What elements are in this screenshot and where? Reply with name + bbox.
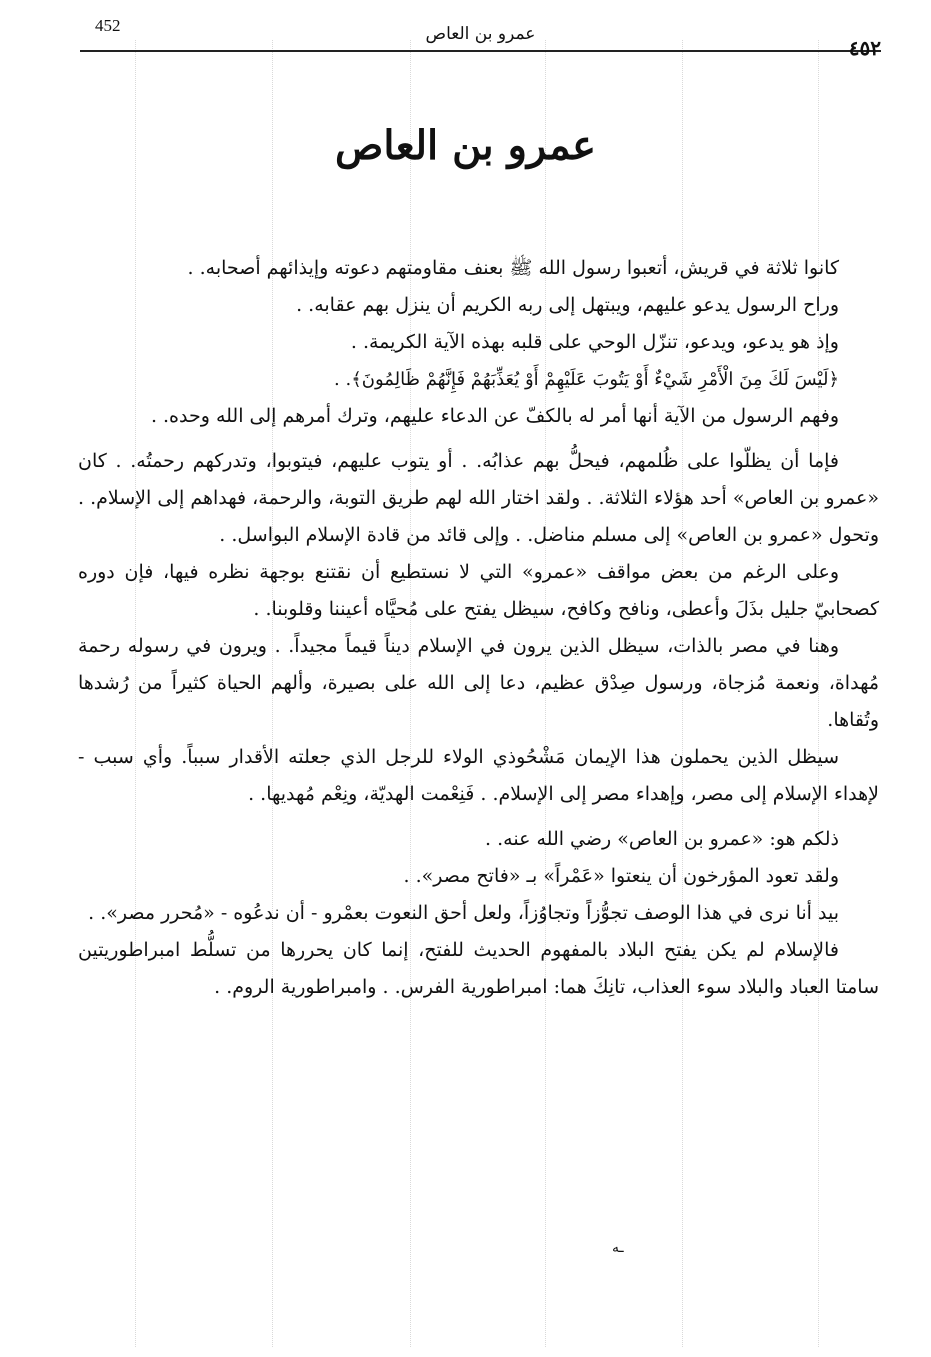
chapter-title: عمرو بن العاص (335, 122, 596, 169)
paragraph: وإذ هو يدعو، ويدعو، تنزّل الوحي على قلبه بهذه الآية الكريمة. . (350, 331, 839, 353)
paragraph: فإما أن يظلّوا على ظُلمهم، فيحلُّ بهم عذابُه. . أو يتوب عليهم، فيتوبوا، وتدركهم رحمتُه. . كان «عمرو بن العاص» أحد هؤلاء الثلاثة. . ولقد اختار الله لهم طريق التوبة، والرحمة، فهداهم إلى الإسلام. . وتحول «عمرو بن العاص» إلى مسلم مناضل. . وإلى قائد من قادة الإسلام البواسل. . (78, 450, 879, 546)
quran-verse: ﴿لَيْسَ لَكَ مِنَ الْأَمْرِ شَيْءٌ أَوْ يَتُوبَ عَلَيْهِمْ أَوْ يُعَذِّبَهُمْ فَإِنَّهُمْ ظَالِمُونَ﴾. . (334, 369, 839, 390)
page-number-arabic: ٤٥٢ (848, 36, 881, 60)
paragraph: ذلكم هو: «عمرو بن العاص» رضي الله عنه. . (485, 828, 839, 850)
paragraph: فالإسلام لم يكن يفتح البلاد بالمفهوم الحديث للفتح، إنما كان يحررها من تسلُّط امبراطوريتين سامتا العباد والبلاد سوء العذاب، تانِكَ هما: امبراطورية الفرس. . وامبراطورية الروم. . (78, 939, 879, 998)
paragraph: بيد أنا نرى في هذا الوصف تجوُّزاً وتجاوُزاً، ولعل أحق النعوت بعمْرو - أن ندعُوه - «مُحرر مصر». . (88, 902, 839, 924)
paragraph: وهنا في مصر بالذات، سيظل الذين يرون في الإسلام ديناً قيماً مجيداً. . ويرون في رسوله رحمة مُهداة، ونعمة مُزجاة، ورسول صِدْق عظيم، دعا إلى الله على بصيرة، وألهم الحياة كثيراً من رُشدها وتُقاها. (78, 635, 879, 731)
page-header (80, 14, 881, 60)
paragraph: ولقد تعود المؤرخون أن ينعتوا «عَمْراً» بـ «فاتح مصر». . (403, 865, 839, 887)
running-title: عمرو بن العاص (425, 24, 536, 44)
paragraph: كانوا ثلاثة في قريش، أتعبوا رسول الله ﷺ بعنف مقاومتهم دعوته وإيذائهم أصحابه. . (187, 257, 839, 279)
page-number-latin: 452 (95, 16, 121, 35)
paragraph: سيظل الذين يحملون هذا الإيمان مَشْحُوذي الولاء للرجل الذي جعلته الأقدار سبباً. وأي سبب - لإهداء الإسلام إلى مصر، وإهداء مصر إلى الإسلام. . فَنِعْمت الهديّة، ونِعْم مُهديها. . (78, 746, 879, 805)
paragraph: وراح الرسول يدعو عليهم، ويبتهل إلى ربه الكريم أن ينزل بهم عقابه. . (296, 294, 839, 316)
stray-mark: ـه (612, 1240, 624, 1256)
paragraph: وفهم الرسول من الآية أنها أمر له بالكفّ عن الدعاء عليهم، وترك أمرهم إلى الله وحده. . (150, 405, 839, 427)
body-text (78, 250, 879, 1006)
paragraph: وعلى الرغم من بعض مواقف «عمرو» التي لا نستطيع أن نقتنع بوجهة نظره فيها، فإن دوره كصحابيّ جليل بذَلَ وأعطى، ونافح وكافح، سيظل يفتح على مُحيَّاه أعيننا وقلوبنا. . (78, 561, 879, 620)
